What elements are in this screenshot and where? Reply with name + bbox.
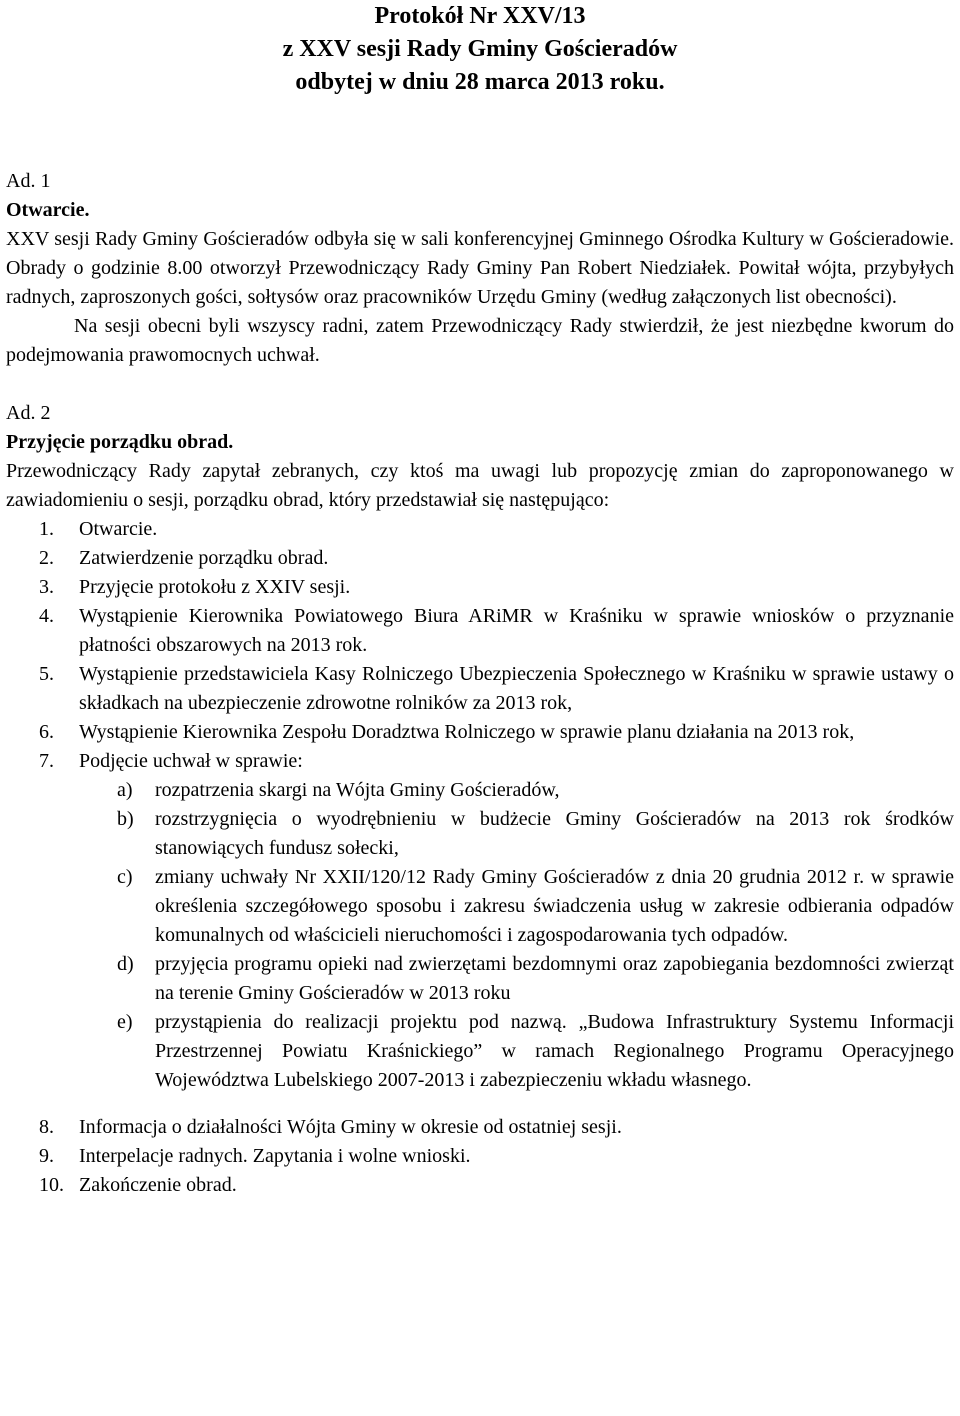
agenda-text: Podjęcie uchwał w sprawie: (79, 750, 303, 772)
agenda-number: 5. (39, 663, 54, 685)
ad2-heading: Przyjęcie porządku obrad. (6, 431, 234, 453)
agenda-number: 4. (39, 605, 54, 627)
document-page (6, 0, 954, 1200)
ad2-intro: Przewodniczący Rady zapytał zebranych, czy ktoś ma uwagi lub propozycję zmian do zaproponowanego w zawiadomieniu o sesji, porządku obrad, który przedstawiał się następująco: (6, 460, 954, 511)
agenda-number: 2. (39, 547, 54, 569)
resolution-text: zmiany uchwały Nr XXII/120/12 Rady Gminy Gościeradów z dnia 20 grudnia 2012 r. w sprawie określenia szczegółowego sposobu i zakresu świadczenia usług w zakresie odbierania odpadów komunalnych od właścicieli nieruchomości i zagospodarowania tych odpadów. (155, 866, 954, 946)
resolution-item (6, 776, 954, 805)
resolution-letter: d) (117, 953, 134, 975)
resolution-letter: a) (117, 779, 133, 801)
agenda-item (6, 1113, 954, 1142)
agenda-item (6, 660, 954, 718)
agenda-text: Wystąpienie przedstawiciela Kasy Rolniczego Ubezpieczenia Społecznego w Kraśniku w sprawie ustawy o składkach na ubezpieczenie zdrowotne rolników za 2013 rok, (79, 663, 954, 714)
resolution-item (6, 950, 954, 1008)
resolution-text: rozpatrzenia skargi na Wójta Gminy Gościeradów, (155, 779, 560, 801)
ad1-label: Ad. 1 (6, 170, 51, 192)
agenda-list (6, 515, 954, 1200)
resolution-letter: c) (117, 866, 133, 888)
ad1-paragraph-1: XXV sesji Rady Gminy Gościeradów odbyła się w sali konferencyjnej Gminnego Ośrodka Kultury w Gościeradowie. Obrady o godzinie 8.00 otworzył Przewodniczący Rady Gminy Pan Robert Niedziałek. Powitał wójta, przybyłych radnych, zaproszonych gości, sołtysów oraz pracowników Urzędu Gminy (według załączonych list obecności). (6, 228, 954, 308)
ad1-paragraph-2: Na sesji obecni byli wszyscy radni, zatem Przewodniczący Rady stwierdził, że jest niezbędne kworum do podejmowania prawomocnych uchwał. (6, 315, 954, 366)
resolution-item (6, 1008, 954, 1095)
agenda-item (6, 1142, 954, 1171)
agenda-number: 9. (39, 1145, 54, 1167)
agenda-number: 3. (39, 576, 54, 598)
agenda-number: 8. (39, 1116, 54, 1138)
protocol-title (6, 0, 954, 99)
resolution-letter: b) (117, 808, 134, 830)
agenda-text: Zatwierdzenie porządku obrad. (79, 547, 329, 569)
agenda-number: 7. (39, 750, 54, 772)
resolution-text: przyjęcia programu opieki nad zwierzętami bezdomnymi oraz zapobiegania bezdomności zwierząt na terenie Gminy Gościeradów w 2013 roku (155, 953, 954, 1004)
title-line-2: z XXV sesji Rady Gminy Gościeradów (282, 36, 678, 62)
agenda-number: 10. (39, 1174, 64, 1196)
resolution-sublist (6, 776, 954, 1095)
agenda-text: Przyjęcie protokołu z XXIV sesji. (79, 576, 351, 598)
agenda-text: Otwarcie. (79, 518, 158, 540)
agenda-text: Wystąpienie Kierownika Powiatowego Biura ARiMR w Kraśniku w sprawie wniosków o przyznanie płatności obszarowych na 2013 rok. (79, 605, 954, 656)
resolution-text: rozstrzygnięcia o wyodrębnieniu w budżecie Gminy Gościeradów na 2013 rok środków stanowiących fundusz sołecki, (155, 808, 954, 859)
resolution-text: przystąpienia do realizacji projektu pod nazwą. „Budowa Infrastruktury Systemu Informacji Przestrzennej Powiatu Kraśnickiego” w ramach Regionalnego Programu Operacyjnego Województwa Lubelskiego 2007-2013 i zabezpieczeniu wkładu własnego. (155, 1011, 954, 1091)
resolution-item (6, 805, 954, 863)
agenda-item (6, 515, 954, 544)
agenda-text: Interpelacje radnych. Zapytania i wolne wnioski. (79, 1145, 471, 1167)
agenda-item (6, 747, 954, 776)
agenda-number: 1. (39, 518, 54, 540)
agenda-text: Wystąpienie Kierownika Zespołu Doradztwa Rolniczego w sprawie planu działania na 2013 rok, (79, 721, 855, 743)
agenda-item (6, 718, 954, 747)
agenda-number: 6. (39, 721, 54, 743)
agenda-text: Informacja o działalności Wójta Gminy w okresie od ostatniej sesji. (79, 1116, 622, 1138)
resolution-letter: e) (117, 1011, 133, 1033)
agenda-item (6, 544, 954, 573)
agenda-item (6, 602, 954, 660)
agenda-item (6, 1171, 954, 1200)
resolution-item (6, 863, 954, 950)
agenda-item (6, 573, 954, 602)
title-line-3: odbytej w dniu 28 marca 2013 roku. (295, 69, 665, 95)
ad1-heading: Otwarcie. (6, 199, 90, 221)
agenda-text: Zakończenie obrad. (79, 1174, 237, 1196)
ad2-label: Ad. 2 (6, 402, 51, 424)
title-line-1: Protokół Nr XXV/13 (374, 3, 586, 29)
